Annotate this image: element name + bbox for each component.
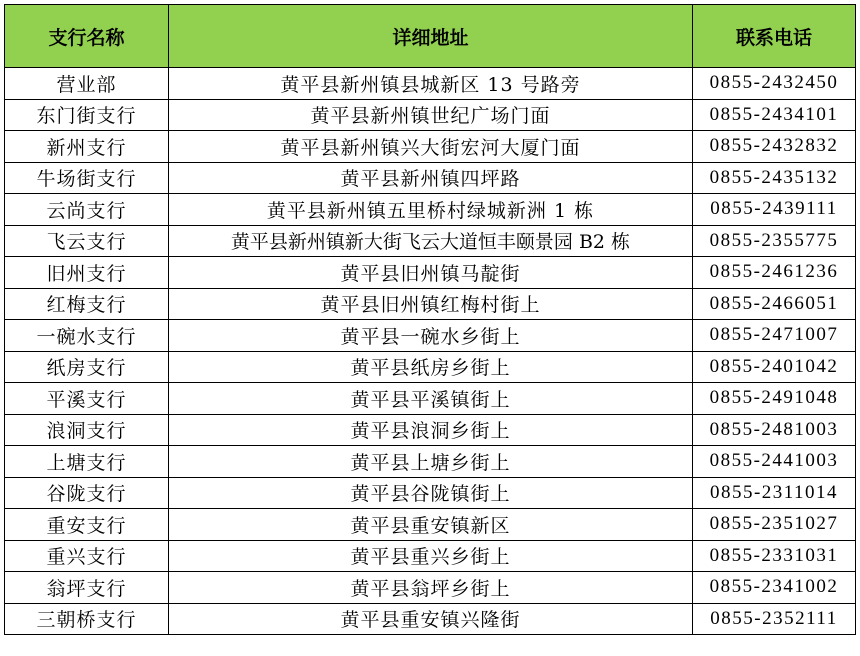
phone-cell: 0855-2311014 [693,477,856,509]
address-cell: 黄平县重安镇新区 [169,509,693,541]
address-cell: 黄平县一碗水乡街上 [169,320,693,352]
header-phone: 联系电话 [693,5,856,68]
branch-name-cell: 重兴支行 [5,540,169,572]
branch-name-cell: 三朝桥支行 [5,603,169,635]
branch-name-cell: 旧州支行 [5,257,169,289]
header-branch-name: 支行名称 [5,5,169,68]
branch-name-cell: 谷陇支行 [5,477,169,509]
phone-cell: 0855-2355775 [693,225,856,257]
table-row [5,603,856,635]
branch-table-container [4,4,855,635]
address-cell: 黄平县新州镇兴大街宏河大厦门面 [169,131,693,163]
branch-name-cell: 浪洞支行 [5,414,169,446]
phone-cell: 0855-2461236 [693,257,856,289]
phone-cell: 0855-2435132 [693,162,856,194]
phone-cell: 0855-2466051 [693,288,856,320]
branch-name-cell: 翁坪支行 [5,572,169,604]
table-row [5,509,856,541]
table-row [5,162,856,194]
branch-name-cell: 营业部 [5,68,169,100]
header-address: 详细地址 [169,5,693,68]
table-row [5,351,856,383]
table-row [5,540,856,572]
table-row [5,99,856,131]
phone-cell: 0855-2331031 [693,540,856,572]
phone-cell: 0855-2471007 [693,320,856,352]
address-cell: 黄平县翁坪乡街上 [169,572,693,604]
address-cell: 黄平县新州镇四坪路 [169,162,693,194]
branch-name-cell: 牛场街支行 [5,162,169,194]
table-row [5,414,856,446]
table-row [5,572,856,604]
header-row [5,5,856,68]
phone-cell: 0855-2439111 [693,194,856,226]
table-row [5,477,856,509]
address-cell: 黄平县平溪镇街上 [169,383,693,415]
phone-cell: 0855-2352111 [693,603,856,635]
table-row [5,225,856,257]
table-row [5,446,856,478]
address-cell: 黄平县重兴乡街上 [169,540,693,572]
phone-cell: 0855-2401042 [693,351,856,383]
phone-cell: 0855-2434101 [693,99,856,131]
branch-name-cell: 一碗水支行 [5,320,169,352]
phone-cell: 0855-2341002 [693,572,856,604]
address-cell: 黄平县上塘乡街上 [169,446,693,478]
branch-name-cell: 新州支行 [5,131,169,163]
table-row [5,383,856,415]
phone-cell: 0855-2481003 [693,414,856,446]
table-header [5,5,856,68]
branch-name-cell: 平溪支行 [5,383,169,415]
table-row [5,194,856,226]
table-body [5,68,856,635]
address-cell: 黄平县谷陇镇街上 [169,477,693,509]
address-cell: 黄平县新州镇世纪广场门面 [169,99,693,131]
address-cell: 黄平县旧州镇马靛街 [169,257,693,289]
branch-name-cell: 纸房支行 [5,351,169,383]
address-cell: 黄平县重安镇兴隆街 [169,603,693,635]
phone-cell: 0855-2441003 [693,446,856,478]
branch-name-cell: 红梅支行 [5,288,169,320]
branch-name-cell: 飞云支行 [5,225,169,257]
table-row [5,131,856,163]
phone-cell: 0855-2432450 [693,68,856,100]
address-cell: 黄平县浪洞乡街上 [169,414,693,446]
branch-name-cell: 上塘支行 [5,446,169,478]
address-cell: 黄平县纸房乡街上 [169,351,693,383]
phone-cell: 0855-2351027 [693,509,856,541]
phone-cell: 0855-2491048 [693,383,856,415]
table-row [5,320,856,352]
address-cell: 黄平县新州镇五里桥村绿城新洲 1 栋 [169,194,693,226]
phone-cell: 0855-2432832 [693,131,856,163]
table-row [5,68,856,100]
table-row [5,257,856,289]
address-cell: 黄平县新州镇新大街飞云大道恒丰颐景园 B2 栋 [169,225,693,257]
branch-name-cell: 重安支行 [5,509,169,541]
branch-name-cell: 东门街支行 [5,99,169,131]
table-row [5,288,856,320]
address-cell: 黄平县新州镇县城新区 13 号路旁 [169,68,693,100]
branch-name-cell: 云尚支行 [5,194,169,226]
branch-table [4,4,856,635]
address-cell: 黄平县旧州镇红梅村街上 [169,288,693,320]
